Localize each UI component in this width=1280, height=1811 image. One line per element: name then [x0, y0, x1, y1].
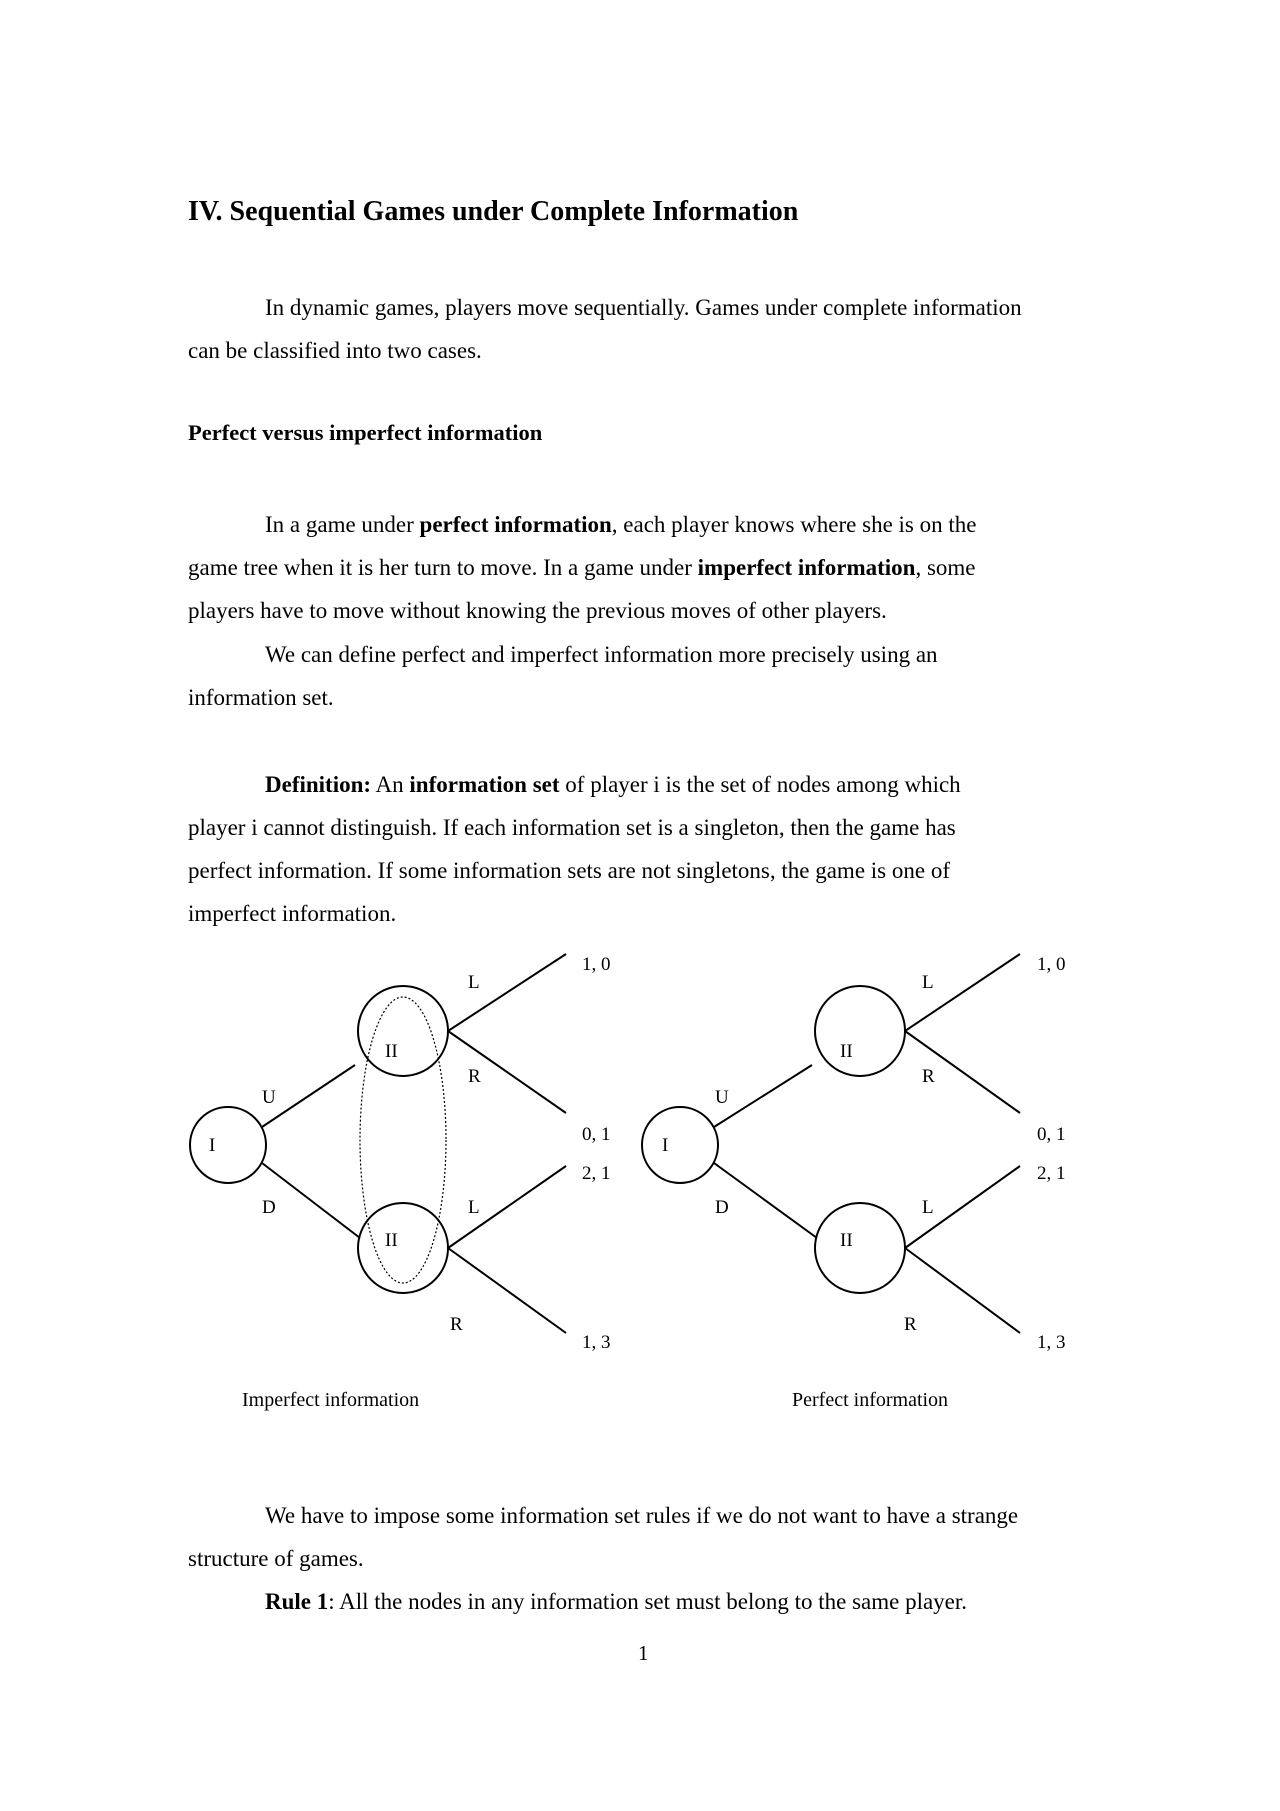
left-payoff-4: 1, 3: [582, 1332, 611, 1353]
right-label-lower-R: R: [904, 1314, 917, 1335]
right-tree-node-I: [642, 1107, 718, 1183]
left-payoff-1: 1, 0: [582, 954, 611, 975]
right-payoff-4: 1, 3: [1037, 1332, 1066, 1353]
right-label-upper-R: R: [922, 1066, 935, 1087]
left-edge-U: [262, 1065, 355, 1127]
definition-line-2: player i cannot distinguish. If each information set is a singleton, then the game has: [188, 815, 956, 840]
right-label-player-II-upper: II: [840, 1041, 853, 1062]
right-tree-node-II-lower: [815, 1203, 905, 1293]
definition-line-4: imperfect information.: [188, 901, 397, 926]
right-label-D: D: [715, 1197, 729, 1218]
left-edge-lower-L: [448, 1166, 566, 1248]
left-label-upper-R: R: [468, 1066, 481, 1087]
definition-label: Definition:: [265, 772, 372, 797]
right-label-player-I: I: [662, 1135, 669, 1156]
text-run: In a game under: [265, 512, 420, 537]
right-label-U: U: [715, 1087, 729, 1108]
caption-perfect: Perfect information: [792, 1389, 949, 1411]
right-payoff-2: 0, 1: [1037, 1124, 1066, 1145]
left-tree-node-II-upper: [358, 986, 448, 1076]
rule-1-label: Rule 1: [265, 1589, 329, 1614]
left-edge-lower-R: [448, 1248, 566, 1333]
left-label-player-II-upper: II: [385, 1041, 398, 1062]
right-label-upper-L: L: [922, 972, 934, 993]
left-payoff-3: 2, 1: [582, 1163, 611, 1184]
intro-line-2: can be classified into two cases.: [188, 338, 482, 363]
left-label-upper-L: L: [468, 972, 480, 993]
text-run: , each player knows where she is on the: [611, 512, 977, 537]
text-run: , some: [915, 555, 976, 580]
information-set-ellipse: [360, 997, 446, 1283]
left-label-D: D: [262, 1197, 276, 1218]
right-tree-node-II-upper: [815, 986, 905, 1076]
rule-1-text: : All the nodes in any information set must belong to the same player.: [328, 1589, 968, 1614]
rule-1-line: [265, 1580, 967, 1623]
left-edge-D: [262, 1163, 360, 1238]
right-edge-lower-R: [905, 1248, 1020, 1333]
caption-imperfect: Imperfect information: [242, 1389, 420, 1411]
define-para-line-2: information set.: [188, 685, 334, 710]
left-edge-upper-L: [448, 954, 566, 1031]
text-run: game tree when it is her turn to move. In a game under: [188, 555, 698, 580]
right-payoff-3: 2, 1: [1037, 1163, 1066, 1184]
left-label-U: U: [262, 1087, 276, 1108]
definition-line-3: perfect information. If some information sets are not singletons, the game is one of: [188, 858, 950, 883]
right-label-player-II-lower: II: [840, 1230, 853, 1251]
section-heading: IV. Sequential Games under Complete Information: [188, 196, 799, 227]
left-payoff-2: 0, 1: [582, 1124, 611, 1145]
left-tree-node-I: [190, 1107, 266, 1183]
right-label-lower-L: L: [922, 1197, 934, 1218]
right-payoff-1: 1, 0: [1037, 954, 1066, 975]
left-tree-node-II-lower: [358, 1203, 448, 1293]
term-perfect-information: perfect information: [419, 512, 612, 537]
page-number: 1: [638, 1641, 649, 1665]
define-para-line-1: We can define perfect and imperfect information more precisely using an: [265, 642, 938, 667]
rules-line-2: structure of games.: [188, 1546, 364, 1571]
intro-line-1: In dynamic games, players move sequentially. Games under complete information: [265, 295, 1022, 320]
rules-line-1: We have to impose some information set rules if we do not want to have a strange: [265, 1503, 1019, 1528]
text-run: An: [371, 772, 410, 797]
left-label-lower-R: R: [450, 1314, 463, 1335]
right-edge-D: [714, 1163, 817, 1238]
text-run: of player i is the set of nodes among which: [559, 772, 961, 797]
left-label-lower-L: L: [468, 1197, 480, 1218]
left-label-player-II-lower: II: [385, 1230, 398, 1251]
subsection-heading: Perfect versus imperfect information: [188, 420, 543, 445]
term-imperfect-information: imperfect information: [697, 555, 916, 580]
left-label-player-I: I: [209, 1135, 216, 1156]
perfect-para-line-3: players have to move without knowing the previous moves of other players.: [188, 598, 887, 623]
left-edge-upper-R: [448, 1031, 566, 1113]
term-information-set: information set: [409, 772, 560, 797]
